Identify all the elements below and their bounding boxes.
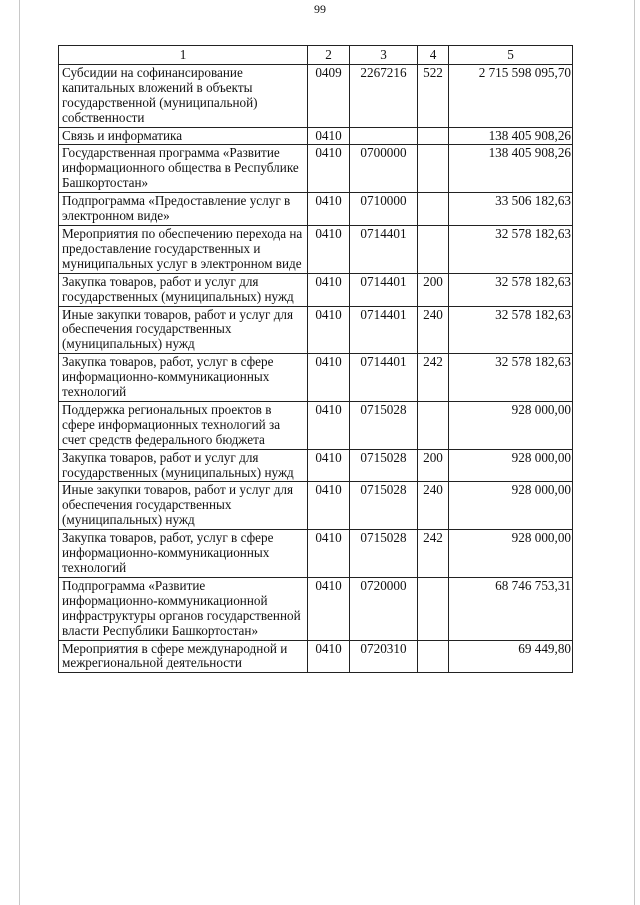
column-header: 3 bbox=[350, 46, 418, 65]
row-type bbox=[418, 145, 449, 193]
table-row bbox=[59, 530, 573, 578]
row-target: 0715028 bbox=[350, 401, 418, 449]
row-section: 0410 bbox=[308, 127, 350, 145]
row-target: 0715028 bbox=[350, 530, 418, 578]
row-target: 0714401 bbox=[350, 273, 418, 306]
row-type bbox=[418, 401, 449, 449]
row-type bbox=[418, 127, 449, 145]
row-target: 0715028 bbox=[350, 449, 418, 482]
table-row bbox=[59, 145, 573, 193]
row-section: 0410 bbox=[308, 449, 350, 482]
row-type: 240 bbox=[418, 482, 449, 530]
row-amount: 2 715 598 095,70 bbox=[449, 64, 573, 127]
table-row bbox=[59, 306, 573, 354]
row-target: 2267216 bbox=[350, 64, 418, 127]
row-target: 0710000 bbox=[350, 193, 418, 226]
column-header: 5 bbox=[449, 46, 573, 65]
table-row bbox=[59, 640, 573, 673]
row-section: 0410 bbox=[308, 193, 350, 226]
row-name: Подпрограмма «Предоставление услуг в электронном виде» bbox=[59, 193, 308, 226]
row-name: Закупка товаров, работ и услуг для государственных (муниципальных) нужд bbox=[59, 449, 308, 482]
table-row bbox=[59, 273, 573, 306]
row-amount: 928 000,00 bbox=[449, 449, 573, 482]
table-row bbox=[59, 64, 573, 127]
row-type: 200 bbox=[418, 273, 449, 306]
row-name: Мероприятия в сфере международной и межрегиональной деятельности bbox=[59, 640, 308, 673]
row-name: Иные закупки товаров, работ и услуг для обеспечения государственных (муниципальных) нужд bbox=[59, 482, 308, 530]
row-target bbox=[350, 127, 418, 145]
row-amount: 138 405 908,26 bbox=[449, 145, 573, 193]
table-row bbox=[59, 127, 573, 145]
table-row bbox=[59, 449, 573, 482]
table-row bbox=[59, 354, 573, 402]
column-header: 1 bbox=[59, 46, 308, 65]
row-section: 0410 bbox=[308, 225, 350, 273]
row-target: 0714401 bbox=[350, 225, 418, 273]
row-amount: 33 506 182,63 bbox=[449, 193, 573, 226]
row-section: 0410 bbox=[308, 401, 350, 449]
row-amount: 32 578 182,63 bbox=[449, 306, 573, 354]
table-row bbox=[59, 577, 573, 640]
row-name: Связь и информатика bbox=[59, 127, 308, 145]
table-row bbox=[59, 193, 573, 226]
row-section: 0410 bbox=[308, 273, 350, 306]
table-row bbox=[59, 401, 573, 449]
row-amount: 32 578 182,63 bbox=[449, 354, 573, 402]
row-section: 0410 bbox=[308, 482, 350, 530]
column-header: 2 bbox=[308, 46, 350, 65]
budget-table bbox=[58, 45, 573, 673]
row-section: 0410 bbox=[308, 306, 350, 354]
row-name: Поддержка региональных проектов в сфере информационных технологий за счет средств федерального бюджета bbox=[59, 401, 308, 449]
row-name: Закупка товаров, работ и услуг для государственных (муниципальных) нужд bbox=[59, 273, 308, 306]
row-target: 0700000 bbox=[350, 145, 418, 193]
row-type: 242 bbox=[418, 530, 449, 578]
row-name: Государственная программа «Развитие информационного общества в Республике Башкортостан» bbox=[59, 145, 308, 193]
row-type: 242 bbox=[418, 354, 449, 402]
row-section: 0410 bbox=[308, 577, 350, 640]
row-amount: 138 405 908,26 bbox=[449, 127, 573, 145]
page-number: 99 bbox=[314, 2, 326, 16]
column-header: 4 bbox=[418, 46, 449, 65]
row-target: 0714401 bbox=[350, 306, 418, 354]
row-amount: 928 000,00 bbox=[449, 530, 573, 578]
table-row bbox=[59, 482, 573, 530]
row-type: 240 bbox=[418, 306, 449, 354]
row-target: 0715028 bbox=[350, 482, 418, 530]
row-amount: 928 000,00 bbox=[449, 401, 573, 449]
row-type: 522 bbox=[418, 64, 449, 127]
row-type bbox=[418, 225, 449, 273]
row-target: 0720000 bbox=[350, 577, 418, 640]
row-name: Субсидии на софинансирование капитальных вложений в объекты государственной (муниципальной) собственности bbox=[59, 64, 308, 127]
row-type bbox=[418, 640, 449, 673]
row-name: Закупка товаров, работ, услуг в сфере информационно-коммуникационных технологий bbox=[59, 354, 308, 402]
row-type bbox=[418, 193, 449, 226]
row-amount: 69 449,80 bbox=[449, 640, 573, 673]
row-target: 0720310 bbox=[350, 640, 418, 673]
row-type: 200 bbox=[418, 449, 449, 482]
row-name: Подпрограмма «Развитие информационно-коммуникационной инфраструктуры органов государственной власти Республики Башкортостан» bbox=[59, 577, 308, 640]
row-amount: 928 000,00 bbox=[449, 482, 573, 530]
row-section: 0410 bbox=[308, 354, 350, 402]
row-name: Иные закупки товаров, работ и услуг для обеспечения государственных (муниципальных) нужд bbox=[59, 306, 308, 354]
row-target: 0714401 bbox=[350, 354, 418, 402]
row-section: 0410 bbox=[308, 145, 350, 193]
row-section: 0410 bbox=[308, 530, 350, 578]
row-amount: 32 578 182,63 bbox=[449, 225, 573, 273]
row-name: Закупка товаров, работ, услуг в сфере информационно-коммуникационных технологий bbox=[59, 530, 308, 578]
row-type bbox=[418, 577, 449, 640]
row-amount: 32 578 182,63 bbox=[449, 273, 573, 306]
scan-edge-left bbox=[19, 0, 20, 905]
row-section: 0409 bbox=[308, 64, 350, 127]
scan-edge-right bbox=[634, 0, 635, 905]
table-header-row bbox=[59, 46, 573, 65]
table-row bbox=[59, 225, 573, 273]
row-name: Мероприятия по обеспечению перехода на предоставление государственных и муниципальных услуг в электронном виде bbox=[59, 225, 308, 273]
row-amount: 68 746 753,31 bbox=[449, 577, 573, 640]
row-section: 0410 bbox=[308, 640, 350, 673]
